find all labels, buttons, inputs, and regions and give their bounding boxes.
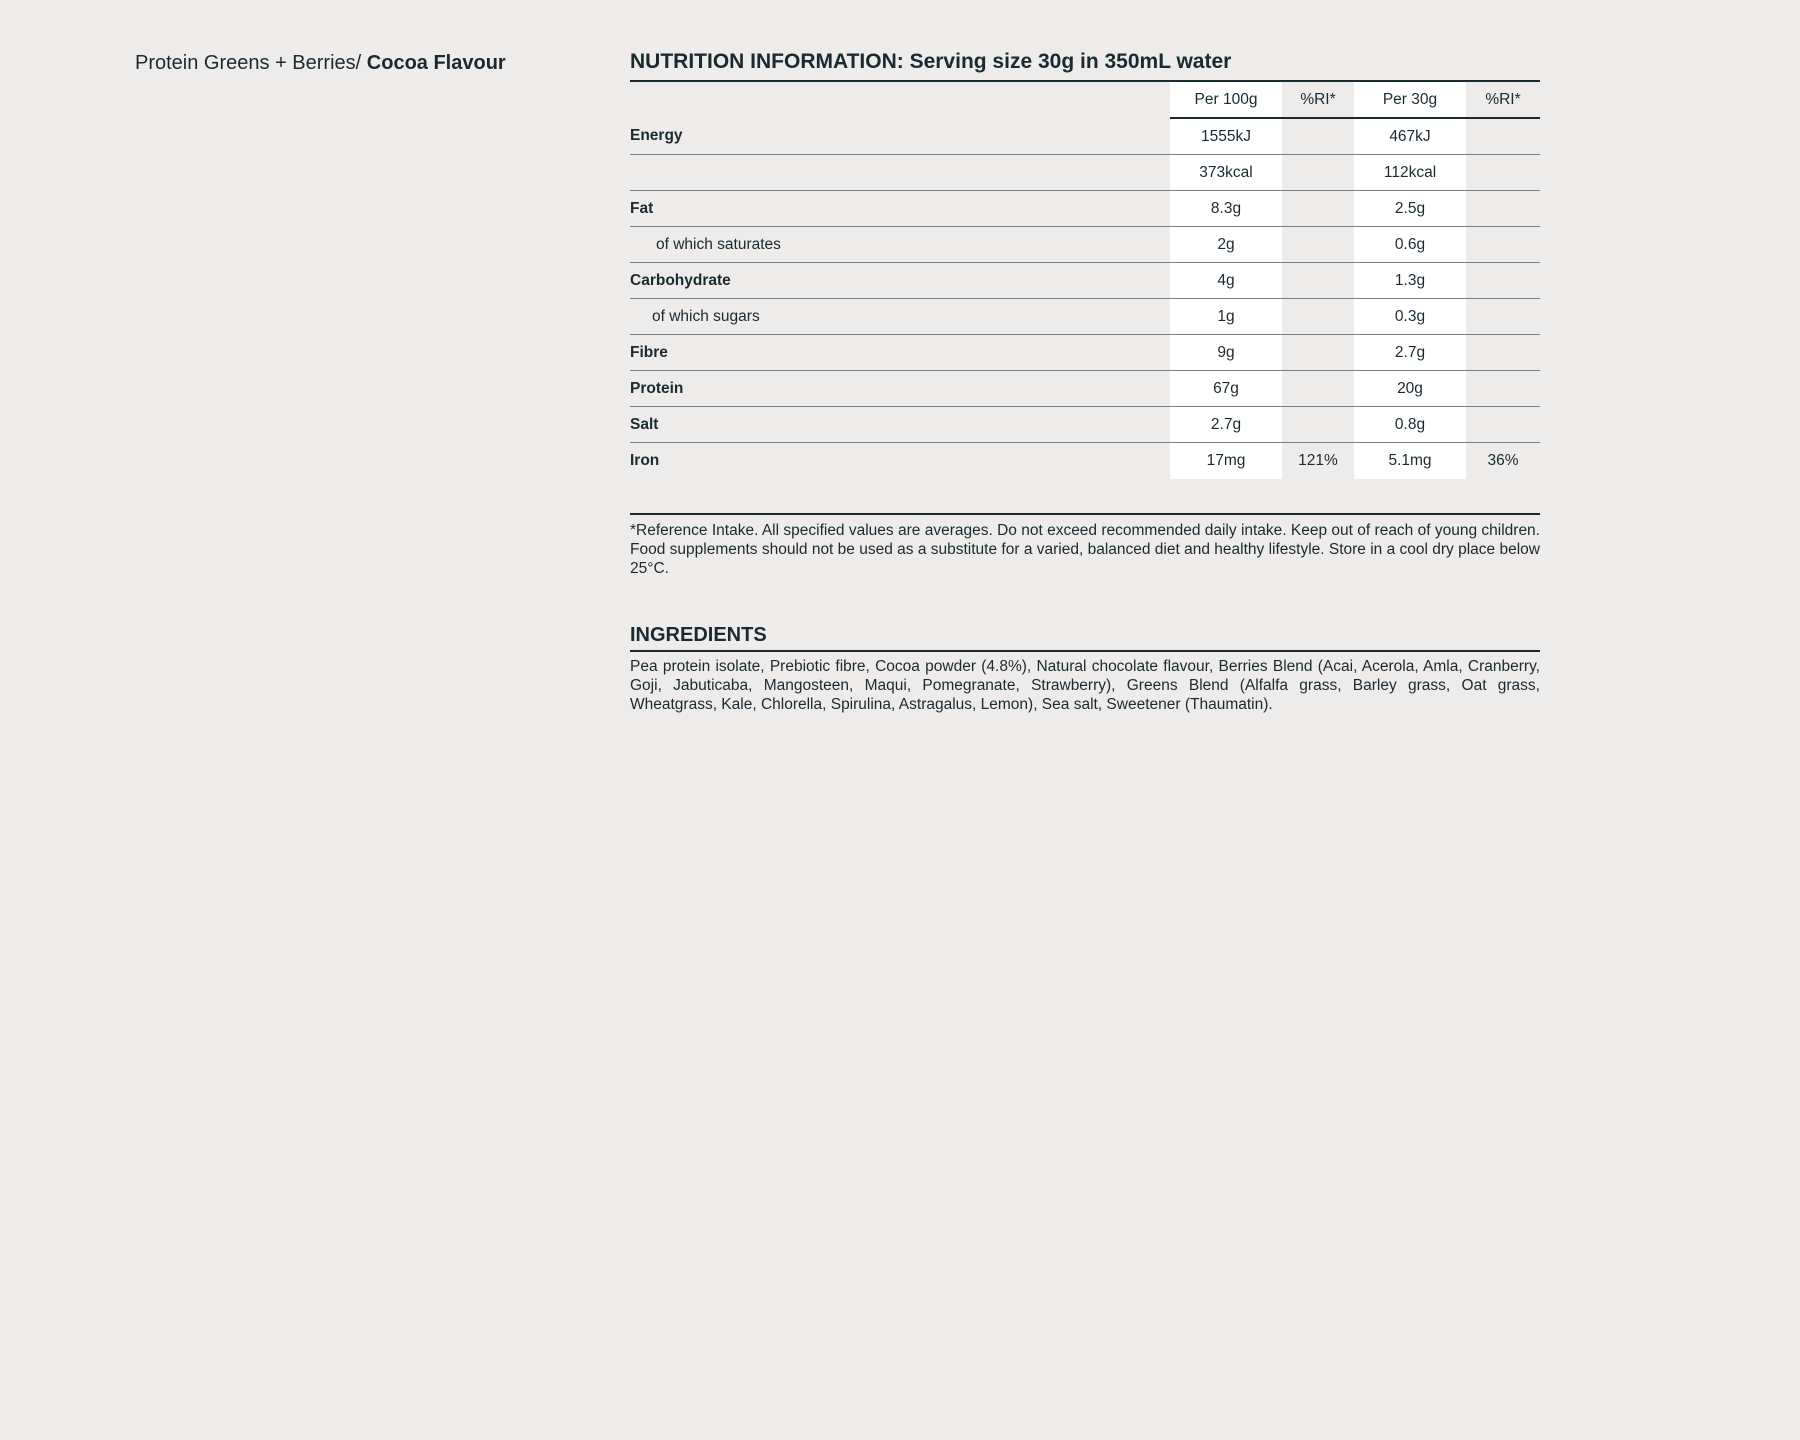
table-row xyxy=(630,155,1540,191)
value-ri-100g xyxy=(1282,263,1354,299)
header-per-30g: Per 30g xyxy=(1354,82,1466,118)
value-ri-100g: 121% xyxy=(1298,452,1338,469)
product-name xyxy=(135,50,506,76)
nutrient-name: Fibre xyxy=(630,335,1170,371)
value-per-100g: 373kcal xyxy=(1170,155,1282,191)
value-ri-30g: 36% xyxy=(1487,452,1519,469)
value-ri-100g xyxy=(1282,299,1354,335)
value-per-30g: 2.5g xyxy=(1354,191,1466,227)
value-per-100g: 9g xyxy=(1170,335,1282,371)
product-name-text: Protein Greens + Berries/ xyxy=(135,52,362,74)
value-per-30g: 1.3g xyxy=(1354,263,1466,299)
value-ri-30g xyxy=(1466,118,1540,155)
value-ri-100g xyxy=(1282,407,1354,443)
value-ri-30g xyxy=(1466,371,1540,407)
value-ri-30g xyxy=(1466,335,1540,371)
value-per-100g: 2.7g xyxy=(1170,407,1282,443)
nutrition-panel xyxy=(630,48,1540,714)
value-ri-30g xyxy=(1466,227,1540,263)
table-row xyxy=(630,227,1540,263)
nutrient-name xyxy=(630,155,1170,191)
nutrient-name: Salt xyxy=(630,407,1170,443)
value-ri-100g xyxy=(1282,335,1354,371)
value-ri-30g xyxy=(1466,299,1540,335)
ingredients-text: Pea protein isolate, Prebiotic fibre, Cocoa powder (4.8%), Natural chocolate flavour, Berries Blend (Acai, Acerola, Amla, Cranberry, Goji, Jabuticaba, Mangosteen, Maqui, Pomegranate, Strawberry), Greens Blend (Alfalfa grass, Barley grass, Oat grass, Wheatgrass, Kale, Chlorella, Spirulina, Astragalus, Lemon), Sea salt, Sweetener (Thaumatin). xyxy=(630,658,1540,713)
value-ri-30g xyxy=(1466,407,1540,443)
table-row xyxy=(630,443,1540,480)
product-flavour: Cocoa Flavour xyxy=(366,52,506,74)
value-per-100g: 1g xyxy=(1170,299,1282,335)
nutrition-header-row xyxy=(630,82,1540,118)
header-blank xyxy=(630,82,1170,118)
reference-intake-footnote: *Reference Intake. All specified values are averages. Do not exceed recommended daily intake. Keep out of reach of young children. Food supplements should not be used as a substitute for a varied, balanced diet and healthy lifestyle. Store in a cool dry place below 25°C. xyxy=(630,513,1540,578)
value-per-30g: 0.3g xyxy=(1354,299,1466,335)
table-row xyxy=(630,407,1540,443)
value-ri-100g xyxy=(1282,191,1354,227)
header-ri-100g: %RI* xyxy=(1282,82,1354,118)
value-ri-100g xyxy=(1282,371,1354,407)
value-ri-30g xyxy=(1466,155,1540,191)
table-row xyxy=(630,191,1540,227)
nutrient-name: of which saturates xyxy=(630,227,1170,263)
value-per-30g: 2.7g xyxy=(1354,335,1466,371)
table-row xyxy=(630,263,1540,299)
header-per-100g: Per 100g xyxy=(1170,82,1282,118)
value-per-30g: 0.6g xyxy=(1354,227,1466,263)
value-ri-100g xyxy=(1282,118,1354,155)
nutrition-title: NUTRITION INFORMATION: Serving size 30g in 350mL water xyxy=(630,48,1540,82)
value-per-30g: 5.1mg xyxy=(1354,443,1466,480)
value-per-30g: 20g xyxy=(1354,371,1466,407)
nutrient-name: Iron xyxy=(630,452,660,469)
nutrient-name: Energy xyxy=(630,118,1170,155)
nutrition-table xyxy=(630,82,1540,479)
value-ri-100g xyxy=(1282,155,1354,191)
nutrient-name: Fat xyxy=(630,191,1170,227)
value-per-100g: 8.3g xyxy=(1170,191,1282,227)
value-per-100g: 2g xyxy=(1170,227,1282,263)
value-per-30g: 0.8g xyxy=(1354,407,1466,443)
nutrient-name: Protein xyxy=(630,371,1170,407)
table-row xyxy=(630,335,1540,371)
table-row xyxy=(630,118,1540,155)
value-per-100g: 4g xyxy=(1170,263,1282,299)
nutrient-name: of which sugars xyxy=(630,299,1170,335)
value-per-30g: 467kJ xyxy=(1354,118,1466,155)
ingredients-title: INGREDIENTS xyxy=(630,622,1540,652)
value-ri-100g xyxy=(1282,227,1354,263)
table-row xyxy=(630,299,1540,335)
nutrient-name: Carbohydrate xyxy=(630,263,1170,299)
value-ri-30g xyxy=(1466,191,1540,227)
value-per-100g: 17mg xyxy=(1170,443,1282,480)
value-per-30g: 112kcal xyxy=(1354,155,1466,191)
table-row xyxy=(630,371,1540,407)
value-per-100g: 1555kJ xyxy=(1170,118,1282,155)
value-ri-30g xyxy=(1466,263,1540,299)
value-per-100g: 67g xyxy=(1170,371,1282,407)
header-ri-30g: %RI* xyxy=(1466,82,1540,118)
